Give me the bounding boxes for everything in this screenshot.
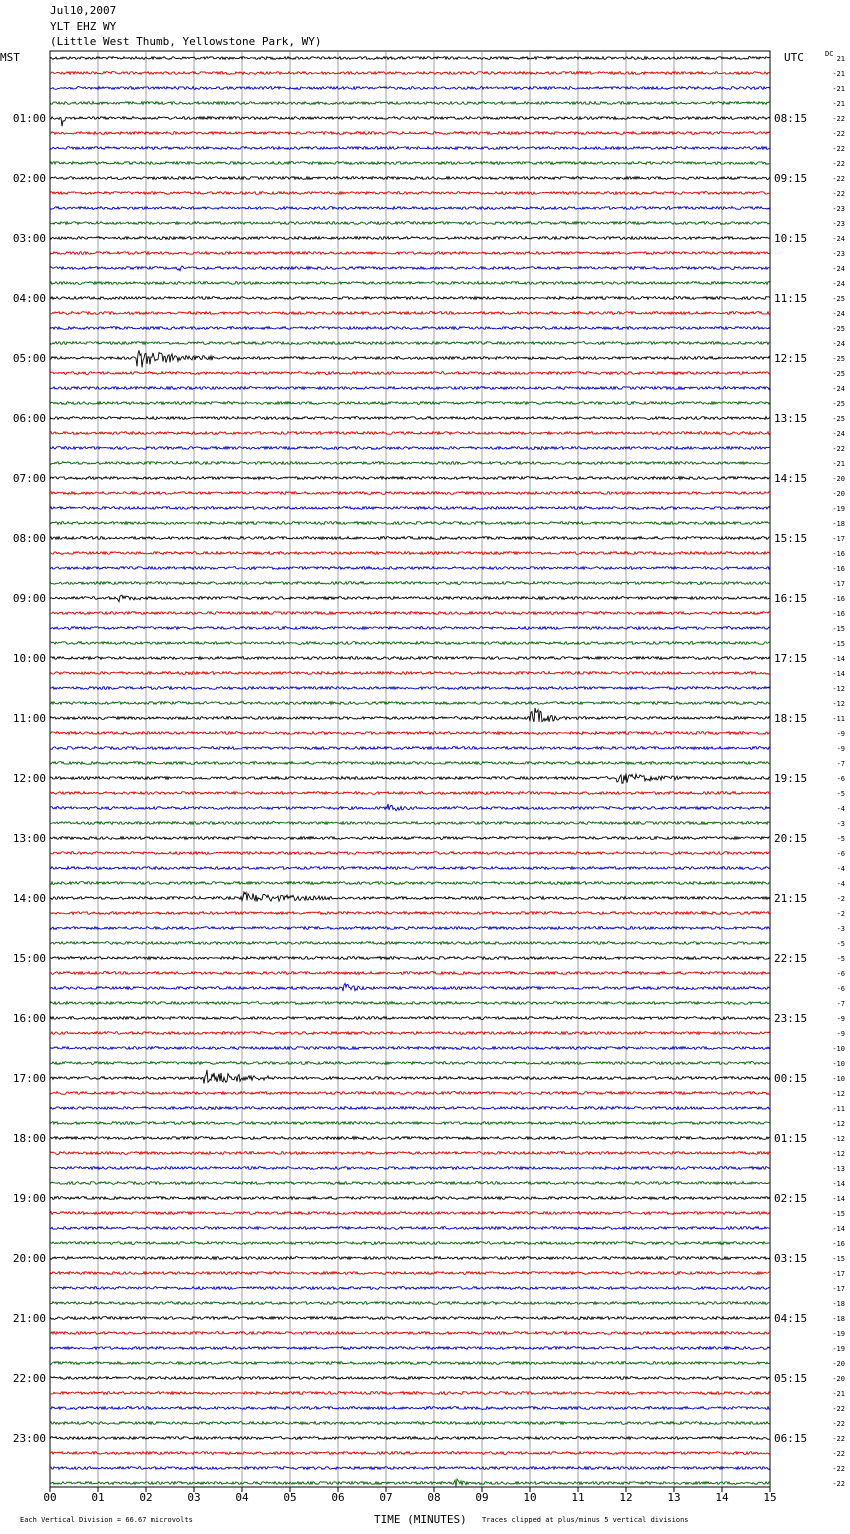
dc-offset-label: -24 xyxy=(832,430,845,438)
trace-row-10 xyxy=(50,207,770,210)
dc-offset-label: -18 xyxy=(832,520,845,528)
trace-row-49 xyxy=(50,792,770,795)
dc-offset-label: -24 xyxy=(832,340,845,348)
dc-offset-label: -24 xyxy=(832,385,845,393)
dc-offset-label: -25 xyxy=(832,400,845,408)
x-tick-label: 14 xyxy=(715,1491,729,1504)
trace-row-36 xyxy=(50,595,770,601)
trace-row-12 xyxy=(50,237,770,240)
trace-row-30 xyxy=(50,507,770,510)
trace-row-40 xyxy=(50,657,770,660)
dc-offset-label: -16 xyxy=(832,595,845,603)
dc-offset-label: -21 xyxy=(832,85,845,93)
trace-row-87 xyxy=(50,1362,770,1365)
x-tick-label: 08 xyxy=(427,1491,441,1504)
trace-row-80 xyxy=(50,1257,770,1260)
trace-row-5 xyxy=(50,132,770,135)
trace-row-52 xyxy=(50,837,770,840)
right-hour-label: 17:15 xyxy=(774,652,808,665)
trace-row-53 xyxy=(50,852,770,855)
dc-offset-label: -22 xyxy=(832,145,845,153)
dc-offset-label: -5 xyxy=(836,955,845,963)
left-hour-label: 22:00 xyxy=(12,1372,46,1385)
trace-row-6 xyxy=(50,147,770,150)
dc-offset-label: -2 xyxy=(836,895,845,903)
dc-offset-label: -16 xyxy=(832,1240,845,1248)
dc-offset-label: -17 xyxy=(832,535,845,543)
dc-offset-label: -25 xyxy=(832,415,845,423)
left-hour-label: 07:00 xyxy=(12,472,46,485)
x-tick-label: 02 xyxy=(139,1491,153,1504)
trace-row-71 xyxy=(50,1122,770,1125)
dc-offset-label: -16 xyxy=(832,565,845,573)
left-hour-label: 11:00 xyxy=(12,712,46,725)
chart-date: Jul10,2007 xyxy=(50,4,117,17)
right-hour-label: 19:15 xyxy=(774,772,808,785)
dc-offset-label: -5 xyxy=(836,940,845,948)
left-hour-label: 01:00 xyxy=(12,112,46,125)
trace-row-22 xyxy=(50,387,770,390)
dc-offset-label: -11 xyxy=(832,1105,845,1113)
dc-offset-label: -25 xyxy=(832,355,845,363)
trace-row-63 xyxy=(50,1002,770,1005)
trace-row-23 xyxy=(50,402,770,405)
dc-offset-label: -16 xyxy=(832,550,845,558)
trace-row-38 xyxy=(50,627,770,630)
x-tick-label: 12 xyxy=(619,1491,633,1504)
trace-row-68 xyxy=(50,1070,770,1084)
dc-offset-label: -19 xyxy=(832,1345,845,1353)
x-tick-label: 11 xyxy=(571,1491,585,1504)
dc-offset-label: -5 xyxy=(836,790,845,798)
dc-offset-label: -23 xyxy=(832,250,845,258)
trace-row-28 xyxy=(50,477,770,480)
x-tick-label: 07 xyxy=(379,1491,393,1504)
right-hour-label: 12:15 xyxy=(774,352,808,365)
trace-row-21 xyxy=(50,372,770,375)
scale-note: Each Vertical Division = 66.67 microvolts xyxy=(20,1516,193,1524)
right-hour-label: 01:15 xyxy=(774,1132,808,1145)
trace-row-29 xyxy=(50,492,770,495)
dc-offset-label: -22 xyxy=(832,1405,845,1413)
dc-offset-label: -19 xyxy=(832,505,845,513)
left-hour-label: 19:00 xyxy=(12,1192,46,1205)
trace-row-39 xyxy=(50,642,770,645)
dc-offset-label: -9 xyxy=(836,1030,845,1038)
dc-offset-label: -22 xyxy=(832,1465,845,1473)
trace-row-54 xyxy=(50,867,770,870)
left-hour-label: 03:00 xyxy=(12,232,46,245)
trace-row-50 xyxy=(50,804,770,811)
dc-offset-label: -12 xyxy=(832,700,845,708)
dc-offset-label: -25 xyxy=(832,295,845,303)
trace-row-74 xyxy=(50,1167,770,1170)
seismic-traces xyxy=(50,57,770,1487)
trace-row-24 xyxy=(50,417,770,420)
dc-offset-label: -18 xyxy=(832,1300,845,1308)
left-hour-label: 02:00 xyxy=(12,172,46,185)
trace-row-55 xyxy=(50,882,770,885)
trace-row-95 xyxy=(50,1479,770,1486)
trace-row-35 xyxy=(50,582,770,585)
trace-row-46 xyxy=(50,747,770,750)
trace-row-48 xyxy=(50,773,770,783)
right-hour-label: 08:15 xyxy=(774,112,808,125)
trace-row-19 xyxy=(50,342,770,345)
dc-offset-label: -20 xyxy=(832,1360,845,1368)
trace-row-45 xyxy=(50,732,770,735)
dc-offset-label: -10 xyxy=(832,1045,845,1053)
dc-offset-label: -21 xyxy=(832,70,845,78)
trace-row-85 xyxy=(50,1332,770,1335)
trace-row-64 xyxy=(50,1017,770,1020)
dc-offset-label: -17 xyxy=(832,580,845,588)
left-hour-label: 23:00 xyxy=(12,1432,46,1445)
trace-row-94 xyxy=(50,1467,770,1470)
dc-offset-label: -21 xyxy=(832,1390,845,1398)
left-hour-label: 10:00 xyxy=(12,652,46,665)
dc-offset-label: -20 xyxy=(832,475,845,483)
left-hour-label: 14:00 xyxy=(12,892,46,905)
trace-row-79 xyxy=(50,1242,770,1245)
right-hour-label: 00:15 xyxy=(774,1072,808,1085)
dc-offset-label: -6 xyxy=(836,970,845,978)
dc-offset-label: -25 xyxy=(832,325,845,333)
right-hour-label: 03:15 xyxy=(774,1252,808,1265)
trace-row-76 xyxy=(50,1197,770,1200)
dc-offset-label: -20 xyxy=(832,1375,845,1383)
dc-offset-label: -21 xyxy=(832,100,845,108)
dc-offset-label: -17 xyxy=(832,1270,845,1278)
trace-row-77 xyxy=(50,1212,770,1215)
trace-row-61 xyxy=(50,972,770,975)
trace-row-32 xyxy=(50,537,770,540)
x-tick-label: 06 xyxy=(331,1491,345,1504)
dc-offset-label: -15 xyxy=(832,1255,845,1263)
chart-location: (Little West Thumb, Yellowstone Park, WY) xyxy=(50,35,322,48)
dc-offset-label: -7 xyxy=(836,1000,845,1008)
right-hour-label: 21:15 xyxy=(774,892,808,905)
dc-offset-label: -24 xyxy=(832,235,845,243)
trace-row-44 xyxy=(50,708,770,722)
trace-row-47 xyxy=(50,762,770,765)
trace-row-51 xyxy=(50,822,770,825)
dc-offset-label: -15 xyxy=(832,640,845,648)
dc-offset-label: -24 xyxy=(832,310,845,318)
right-hour-label: 16:15 xyxy=(774,592,808,605)
dc-offset-label: -3 xyxy=(836,820,845,828)
trace-row-57 xyxy=(50,912,770,915)
dc-offset-label: -9 xyxy=(836,745,845,753)
trace-row-2 xyxy=(50,87,770,90)
dc-offset-label: -22 xyxy=(832,1450,845,1458)
dc-offset-label: -10 xyxy=(832,1060,845,1068)
x-axis-title: TIME (MINUTES) xyxy=(374,1513,467,1526)
x-tick-label: 03 xyxy=(187,1491,201,1504)
trace-row-67 xyxy=(50,1062,770,1065)
dc-offset-label: -15 xyxy=(832,625,845,633)
x-tick-label: 00 xyxy=(43,1491,57,1504)
dc-offset-label: -14 xyxy=(832,655,845,663)
x-tick-label: 01 xyxy=(91,1491,105,1504)
trace-row-0 xyxy=(50,57,770,60)
dc-offset-label: -14 xyxy=(832,1195,845,1203)
dc-offset-label: -24 xyxy=(832,280,845,288)
x-tick-label: 10 xyxy=(523,1491,537,1504)
dc-offset-label: -5 xyxy=(836,835,845,843)
trace-row-90 xyxy=(50,1407,770,1410)
trace-row-7 xyxy=(50,162,770,165)
trace-row-78 xyxy=(50,1227,770,1230)
dc-offset-label: -24 xyxy=(832,265,845,273)
x-tick-label: 09 xyxy=(475,1491,489,1504)
trace-row-25 xyxy=(50,432,770,435)
trace-row-9 xyxy=(50,192,770,195)
dc-offset-label: -22 xyxy=(832,190,845,198)
trace-row-66 xyxy=(50,1047,770,1050)
left-hour-label: 16:00 xyxy=(12,1012,46,1025)
dc-offset-label: -11 xyxy=(832,715,845,723)
trace-row-91 xyxy=(50,1422,770,1425)
dc-offset-label: -4 xyxy=(836,880,845,888)
dc-offset-label: -14 xyxy=(832,670,845,678)
clip-note: Traces clipped at plus/minus 5 vertical divisions xyxy=(482,1516,689,1524)
trace-row-11 xyxy=(50,222,770,225)
trace-row-37 xyxy=(50,612,770,615)
right-hour-label: 05:15 xyxy=(774,1372,808,1385)
dc-offset-label: -19 xyxy=(832,1330,845,1338)
left-hour-label: 06:00 xyxy=(12,412,46,425)
trace-row-15 xyxy=(50,282,770,285)
trace-row-1 xyxy=(50,72,770,75)
dc-offset-label: -12 xyxy=(832,1150,845,1158)
trace-row-4 xyxy=(50,117,770,127)
dc-offset-label: -23 xyxy=(832,220,845,228)
dc-offset-label: -22 xyxy=(832,115,845,123)
trace-row-93 xyxy=(50,1452,770,1455)
dc-offset-label: -4 xyxy=(836,865,845,873)
right-hour-label: 02:15 xyxy=(774,1192,808,1205)
trace-row-34 xyxy=(50,567,770,570)
trace-row-88 xyxy=(50,1377,770,1380)
trace-row-72 xyxy=(50,1137,770,1140)
right-hour-label: 14:15 xyxy=(774,472,808,485)
left-hour-label: 13:00 xyxy=(12,832,46,845)
dc-offset-label: -23 xyxy=(832,205,845,213)
trace-row-75 xyxy=(50,1182,770,1185)
plot-frame xyxy=(50,51,770,1487)
dc-offset-label: -17 xyxy=(832,1285,845,1293)
dc-offset-label: -6 xyxy=(836,775,845,783)
dc-offset-label: -22 xyxy=(832,445,845,453)
dc-offset-label: -16 xyxy=(832,610,845,618)
trace-row-86 xyxy=(50,1347,770,1350)
left-hour-label: 05:00 xyxy=(12,352,46,365)
trace-row-70 xyxy=(50,1107,770,1110)
trace-row-18 xyxy=(50,327,770,330)
dc-offset-label: -14 xyxy=(832,1225,845,1233)
dc-offset-label: -9 xyxy=(836,1015,845,1023)
trace-row-82 xyxy=(50,1287,770,1290)
right-hour-label: 09:15 xyxy=(774,172,808,185)
left-hour-label: 12:00 xyxy=(12,772,46,785)
dc-offset-label: -13 xyxy=(832,1165,845,1173)
trace-row-27 xyxy=(50,462,770,465)
dc-offset-label: -12 xyxy=(832,1120,845,1128)
dc-offset-label: -12 xyxy=(832,1090,845,1098)
trace-row-58 xyxy=(50,927,770,930)
trace-row-56 xyxy=(50,892,770,902)
grid-lines xyxy=(50,51,770,1487)
trace-row-14 xyxy=(50,266,770,271)
x-tick-label: 15 xyxy=(763,1491,777,1504)
trace-row-17 xyxy=(50,312,770,315)
trace-row-62 xyxy=(50,983,770,991)
left-hour-label: 18:00 xyxy=(12,1132,46,1145)
dc-offset-label: -3 xyxy=(836,925,845,933)
trace-row-92 xyxy=(50,1437,770,1440)
trace-row-8 xyxy=(50,177,770,180)
right-hour-label: 23:15 xyxy=(774,1012,808,1025)
right-hour-label: 18:15 xyxy=(774,712,808,725)
dc-offset-label: -22 xyxy=(832,160,845,168)
right-hour-label: 04:15 xyxy=(774,1312,808,1325)
left-hour-label: 15:00 xyxy=(12,952,46,965)
dc-offset-label: -22 xyxy=(832,175,845,183)
dc-offset-label: -14 xyxy=(832,1180,845,1188)
trace-row-73 xyxy=(50,1152,770,1155)
dc-offset-label: -22 xyxy=(832,1420,845,1428)
trace-row-43 xyxy=(50,702,770,705)
x-tick-label: 04 xyxy=(235,1491,249,1504)
dc-offset-label: -21 xyxy=(832,460,845,468)
dc-offset-label: -22 xyxy=(832,1480,845,1488)
dc-offset-label: -6 xyxy=(836,850,845,858)
trace-row-26 xyxy=(50,447,770,450)
dc-offset-label: -25 xyxy=(832,370,845,378)
dc-offset-label: -18 xyxy=(832,1315,845,1323)
left-hour-label: 20:00 xyxy=(12,1252,46,1265)
dc-offset-label: -22 xyxy=(832,130,845,138)
trace-row-69 xyxy=(50,1092,770,1095)
dc-offset-label: -12 xyxy=(832,685,845,693)
dc-offset-label: -15 xyxy=(832,1210,845,1218)
trace-row-20 xyxy=(50,350,770,367)
right-hour-label: 13:15 xyxy=(774,412,808,425)
trace-row-83 xyxy=(50,1302,770,1305)
dc-label: DC xyxy=(825,50,834,58)
trace-row-65 xyxy=(50,1032,770,1035)
dc-offset-label: -7 xyxy=(836,760,845,768)
right-hour-label: 10:15 xyxy=(774,232,808,245)
x-tick-label: 05 xyxy=(283,1491,297,1504)
left-hour-label: 21:00 xyxy=(12,1312,46,1325)
left-hour-label: 09:00 xyxy=(12,592,46,605)
right-hour-label: 11:15 xyxy=(774,292,808,305)
chart-station: YLT EHZ WY xyxy=(50,20,117,33)
dc-offset-label: -12 xyxy=(832,1135,845,1143)
trace-row-42 xyxy=(50,687,770,690)
left-timezone-label: MST xyxy=(0,51,20,64)
left-hour-label: 08:00 xyxy=(12,532,46,545)
dc-offset-label: -22 xyxy=(832,1435,845,1443)
trace-row-59 xyxy=(50,942,770,945)
dc-offset-label: -4 xyxy=(836,805,845,813)
dc-offset-label: 21 xyxy=(836,55,845,63)
left-hour-label: 17:00 xyxy=(12,1072,46,1085)
trace-row-84 xyxy=(50,1317,770,1320)
trace-row-16 xyxy=(50,297,770,300)
x-tick-label: 13 xyxy=(667,1491,681,1504)
trace-row-81 xyxy=(50,1272,770,1275)
dc-offset-label: -20 xyxy=(832,490,845,498)
right-hour-label: 20:15 xyxy=(774,832,808,845)
trace-row-31 xyxy=(50,522,770,525)
right-hour-label: 06:15 xyxy=(774,1432,808,1445)
right-hour-label: 15:15 xyxy=(774,532,808,545)
right-hour-label: 22:15 xyxy=(774,952,808,965)
x-axis xyxy=(43,1487,776,1504)
dc-offset-label: -6 xyxy=(836,985,845,993)
right-timezone-label: UTC xyxy=(784,51,804,64)
dc-offset-label: -9 xyxy=(836,730,845,738)
trace-row-60 xyxy=(50,957,770,960)
trace-row-89 xyxy=(50,1392,770,1395)
trace-row-41 xyxy=(50,672,770,675)
dc-offset-label: -10 xyxy=(832,1075,845,1083)
trace-row-13 xyxy=(50,252,770,255)
trace-row-3 xyxy=(50,102,770,105)
trace-row-33 xyxy=(50,552,770,555)
left-hour-label: 04:00 xyxy=(12,292,46,305)
dc-offset-label: -2 xyxy=(836,910,845,918)
